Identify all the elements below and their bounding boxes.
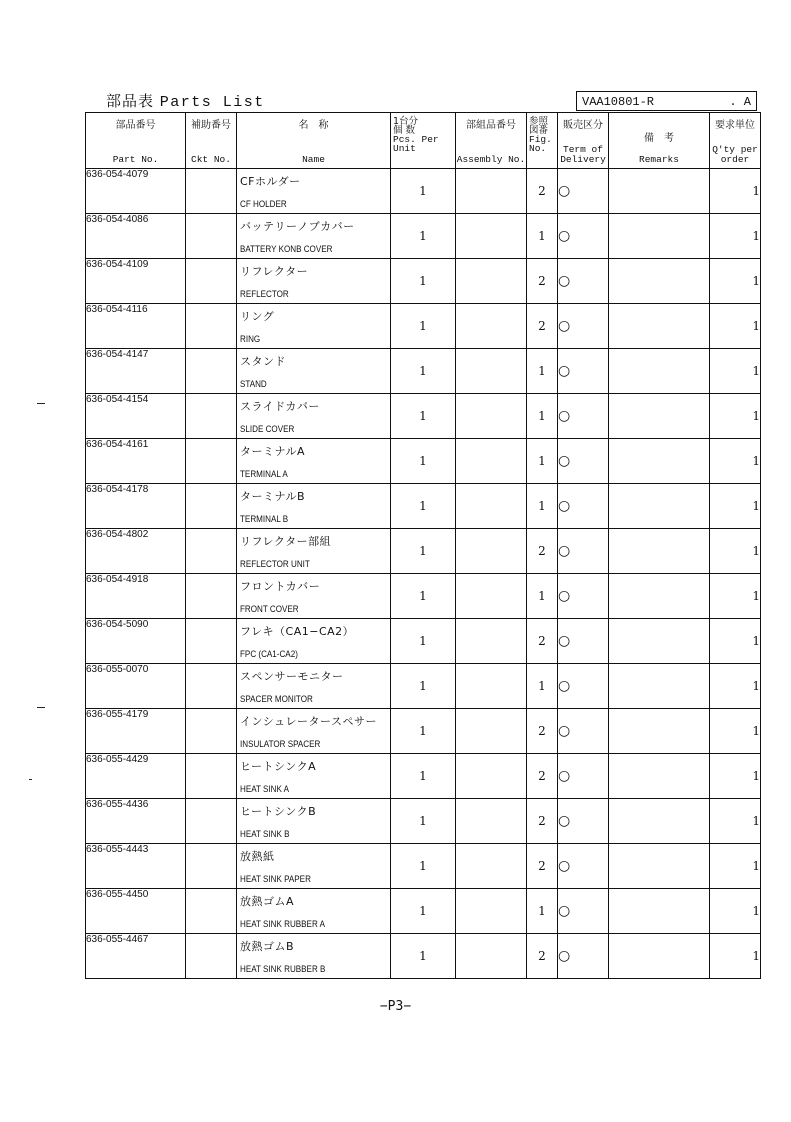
ckt-number-cell: [186, 484, 237, 529]
table-row: [86, 259, 761, 304]
name-en: SPACER MONITOR: [240, 694, 313, 705]
fig-number-cell: 2: [527, 619, 558, 664]
ckt-number-cell: [186, 259, 237, 304]
name-cell: [237, 484, 391, 529]
qty-per-order-cell: 1: [710, 169, 761, 214]
term-of-delivery-cell: ○: [558, 349, 609, 394]
header-fig-jp2: 図番: [529, 125, 549, 136]
qty-per-order-cell: 1: [710, 664, 761, 709]
assembly-number-cell: [456, 214, 527, 259]
term-of-delivery-cell: ○: [558, 619, 609, 664]
name-cell: [237, 304, 391, 349]
table-row: [86, 664, 761, 709]
name-jp: ターミナルB: [240, 490, 305, 503]
qty-per-order-cell: 1: [710, 439, 761, 484]
qty-per-order-cell: 1: [710, 844, 761, 889]
pcs-per-unit-cell: 1: [391, 934, 456, 979]
ckt-number-cell: [186, 844, 237, 889]
name-jp: インシュレータースペサー: [240, 715, 377, 728]
document-number-box: [576, 91, 757, 111]
document-code: VAA10801-R: [582, 95, 655, 109]
header-remarks-en: Remarks: [639, 154, 679, 165]
pcs-per-unit-cell: 1: [391, 259, 456, 304]
name-en: INSULATOR SPACER: [240, 739, 321, 750]
name-en: RING: [240, 334, 261, 345]
header-fig-en2: No.: [529, 143, 547, 154]
assembly-number-cell: [456, 754, 527, 799]
qty-per-order-cell: 1: [710, 349, 761, 394]
name-en: HEAT SINK PAPER: [240, 874, 311, 885]
title-en: Parts List: [159, 94, 265, 111]
header-fig-jp1: 参照: [529, 116, 549, 127]
table-row: [86, 619, 761, 664]
pcs-per-unit-cell: 1: [391, 484, 456, 529]
remarks-cell: [609, 349, 710, 394]
table-row: [86, 394, 761, 439]
header-remarks: [609, 113, 710, 169]
name-en: HEAT SINK A: [240, 784, 290, 795]
pcs-per-unit-cell: 1: [391, 889, 456, 934]
name-cell: [237, 394, 391, 439]
header-assembly-jp: 部組品番号: [466, 120, 516, 131]
term-of-delivery-cell: ○: [558, 394, 609, 439]
pcs-per-unit-cell: 1: [391, 664, 456, 709]
term-of-delivery-cell: ○: [558, 304, 609, 349]
remarks-cell: [609, 619, 710, 664]
part-number-cell: 636-055-4436: [86, 799, 186, 844]
part-number-cell: 636-054-5090: [86, 619, 186, 664]
header-pcs-jp2: 個 数: [393, 125, 416, 136]
remarks-cell: [609, 754, 710, 799]
table-row: [86, 934, 761, 979]
table-header-row: [86, 113, 761, 169]
pcs-per-unit-cell: 1: [391, 394, 456, 439]
remarks-cell: [609, 934, 710, 979]
remarks-cell: [609, 709, 710, 754]
qty-per-order-cell: 1: [710, 889, 761, 934]
remarks-cell: [609, 574, 710, 619]
assembly-number-cell: [456, 799, 527, 844]
name-jp: 放熱紙: [240, 850, 275, 863]
part-number-cell: 636-054-4161: [86, 439, 186, 484]
pcs-per-unit-cell: 1: [391, 844, 456, 889]
fig-number-cell: 1: [527, 439, 558, 484]
fig-number-cell: 1: [527, 574, 558, 619]
term-of-delivery-cell: ○: [558, 169, 609, 214]
term-of-delivery-cell: ○: [558, 529, 609, 574]
fig-number-cell: 2: [527, 799, 558, 844]
assembly-number-cell: [456, 304, 527, 349]
ckt-number-cell: [186, 394, 237, 439]
qty-per-order-cell: 1: [710, 529, 761, 574]
term-of-delivery-cell: ○: [558, 214, 609, 259]
name-cell: [237, 214, 391, 259]
assembly-number-cell: [456, 574, 527, 619]
pcs-per-unit-cell: 1: [391, 574, 456, 619]
name-jp: 放熱ゴムA: [240, 895, 295, 908]
ckt-number-cell: [186, 349, 237, 394]
term-of-delivery-cell: ○: [558, 709, 609, 754]
qty-per-order-cell: 1: [710, 799, 761, 844]
name-en: TERMINAL B: [240, 514, 289, 525]
name-jp: スライドカバー: [240, 400, 320, 413]
pcs-per-unit-cell: 1: [391, 169, 456, 214]
part-number-cell: 636-054-4109: [86, 259, 186, 304]
fig-number-cell: 1: [527, 349, 558, 394]
name-cell: [237, 889, 391, 934]
part-number-cell: 636-055-4450: [86, 889, 186, 934]
name-cell: [237, 934, 391, 979]
name-cell: [237, 259, 391, 304]
part-number-cell: 636-055-0070: [86, 664, 186, 709]
header-qty-jp: 要求単位: [715, 120, 755, 131]
name-en: HEAT SINK RUBBER B: [240, 964, 326, 975]
ckt-number-cell: [186, 574, 237, 619]
margin-mark: [37, 707, 45, 708]
header-part-no-en: Part No.: [112, 154, 159, 165]
header-term-en2: Delivery: [560, 154, 606, 165]
qty-per-order-cell: 1: [710, 709, 761, 754]
fig-number-cell: 1: [527, 394, 558, 439]
margin-mark: [29, 779, 32, 780]
header-ckt-no-en: Ckt No.: [191, 154, 231, 165]
header-pcs-en1: Pcs. Per: [393, 134, 439, 145]
assembly-number-cell: [456, 664, 527, 709]
pcs-per-unit-cell: 1: [391, 754, 456, 799]
table-row: [86, 529, 761, 574]
assembly-number-cell: [456, 349, 527, 394]
term-of-delivery-cell: ○: [558, 934, 609, 979]
assembly-number-cell: [456, 259, 527, 304]
pcs-per-unit-cell: 1: [391, 709, 456, 754]
header-pcs-jp1: 1台分: [393, 116, 419, 127]
name-jp: リフレクター: [240, 265, 309, 278]
fig-number-cell: 2: [527, 304, 558, 349]
header-term-en: [558, 145, 608, 165]
name-cell: [237, 349, 391, 394]
header-ckt-no: [186, 113, 237, 169]
term-of-delivery-cell: ○: [558, 799, 609, 844]
ckt-number-cell: [186, 754, 237, 799]
ckt-number-cell: [186, 214, 237, 259]
remarks-cell: [609, 844, 710, 889]
name-jp: ヒートシンクA: [240, 760, 317, 773]
header-name-en: Name: [302, 154, 325, 165]
part-number-cell: 636-054-4147: [86, 349, 186, 394]
table-row: [86, 754, 761, 799]
remarks-cell: [609, 484, 710, 529]
table-row: [86, 574, 761, 619]
remarks-cell: [609, 169, 710, 214]
name-cell: [237, 844, 391, 889]
name-jp: CFホルダー: [240, 175, 301, 188]
pcs-per-unit-cell: 1: [391, 349, 456, 394]
part-number-cell: 636-054-4086: [86, 214, 186, 259]
header-term-jp: 販売区分: [563, 120, 603, 131]
remarks-cell: [609, 439, 710, 484]
name-jp: スタンド: [240, 355, 286, 368]
assembly-number-cell: [456, 439, 527, 484]
part-number-cell: 636-054-4154: [86, 394, 186, 439]
name-jp: バッテリーノブカバー: [240, 220, 355, 233]
term-of-delivery-cell: ○: [558, 574, 609, 619]
header-name-jp: 名 称: [298, 120, 329, 131]
name-cell: [237, 529, 391, 574]
assembly-number-cell: [456, 889, 527, 934]
part-number-cell: 636-054-4116: [86, 304, 186, 349]
qty-per-order-cell: 1: [710, 214, 761, 259]
term-of-delivery-cell: ○: [558, 664, 609, 709]
remarks-cell: [609, 664, 710, 709]
table-row: [86, 484, 761, 529]
page-number: −P3−: [379, 999, 412, 1014]
document-revision: . A: [729, 95, 751, 109]
term-of-delivery-cell: ○: [558, 439, 609, 484]
header-name: [237, 113, 391, 169]
fig-number-cell: 1: [527, 889, 558, 934]
term-of-delivery-cell: ○: [558, 889, 609, 934]
table-row: [86, 799, 761, 844]
name-en: SLIDE COVER: [240, 424, 295, 435]
term-of-delivery-cell: ○: [558, 754, 609, 799]
qty-per-order-cell: 1: [710, 484, 761, 529]
title-jp: 部品表: [106, 92, 155, 110]
remarks-cell: [609, 259, 710, 304]
term-of-delivery-cell: ○: [558, 484, 609, 529]
assembly-number-cell: [456, 484, 527, 529]
part-number-cell: 636-055-4429: [86, 754, 186, 799]
name-jp: ターミナルA: [240, 445, 305, 458]
header-assembly-no: [456, 113, 527, 169]
name-cell: [237, 439, 391, 484]
fig-number-cell: 2: [527, 934, 558, 979]
part-number-cell: 636-055-4443: [86, 844, 186, 889]
table-row: [86, 214, 761, 259]
header-part-no-jp: 部品番号: [115, 120, 156, 131]
remarks-cell: [609, 304, 710, 349]
qty-per-order-cell: 1: [710, 394, 761, 439]
table-row: [86, 304, 761, 349]
table-row: [86, 169, 761, 214]
assembly-number-cell: [456, 934, 527, 979]
name-en: STAND: [240, 379, 267, 390]
name-en: FPC (CA1-CA2): [240, 649, 298, 660]
term-of-delivery-cell: ○: [558, 259, 609, 304]
part-number-cell: 636-054-4079: [86, 169, 186, 214]
part-number-cell: 636-054-4178: [86, 484, 186, 529]
header-qty-en: [710, 145, 760, 165]
table-row: [86, 709, 761, 754]
header-qty-en2: order: [720, 154, 750, 165]
name-jp: リング: [240, 310, 275, 323]
table-row: [86, 439, 761, 484]
assembly-number-cell: [456, 394, 527, 439]
header-qty-en1: Q'ty per: [712, 144, 758, 155]
pcs-per-unit-cell: 1: [391, 799, 456, 844]
name-cell: [237, 799, 391, 844]
header-part-no: [86, 113, 186, 169]
fig-number-cell: 2: [527, 529, 558, 574]
remarks-cell: [609, 394, 710, 439]
pcs-per-unit-cell: 1: [391, 529, 456, 574]
fig-number-cell: 2: [527, 259, 558, 304]
qty-per-order-cell: 1: [710, 259, 761, 304]
header-remarks-jp: 備 考: [644, 133, 674, 144]
fig-number-cell: 1: [527, 484, 558, 529]
name-jp: スペンサーモニター: [240, 670, 344, 683]
part-number-cell: 636-054-4918: [86, 574, 186, 619]
qty-per-order-cell: 1: [710, 934, 761, 979]
assembly-number-cell: [456, 529, 527, 574]
table-row: [86, 844, 761, 889]
header-fig-no: [527, 113, 558, 169]
header-term-of-delivery: [558, 113, 609, 169]
part-number-cell: 636-054-4802: [86, 529, 186, 574]
header-ckt-no-jp: 補助番号: [191, 120, 231, 131]
name-cell: [237, 664, 391, 709]
pcs-per-unit-cell: 1: [391, 439, 456, 484]
ckt-number-cell: [186, 529, 237, 574]
name-en: CF HOLDER: [240, 199, 287, 210]
pcs-per-unit-cell: 1: [391, 619, 456, 664]
ckt-number-cell: [186, 439, 237, 484]
header-assembly-en: Assembly No.: [456, 154, 526, 165]
name-jp: リフレクター部組: [240, 535, 332, 548]
assembly-number-cell: [456, 169, 527, 214]
part-number-cell: 636-055-4467: [86, 934, 186, 979]
table-row: [86, 889, 761, 934]
pcs-per-unit-cell: 1: [391, 214, 456, 259]
term-of-delivery-cell: ○: [558, 844, 609, 889]
ckt-number-cell: [186, 169, 237, 214]
remarks-cell: [609, 214, 710, 259]
name-en: FRONT COVER: [240, 604, 299, 615]
page-title: [106, 90, 265, 111]
qty-per-order-cell: 1: [710, 304, 761, 349]
ckt-number-cell: [186, 709, 237, 754]
name-cell: [237, 754, 391, 799]
remarks-cell: [609, 529, 710, 574]
assembly-number-cell: [456, 844, 527, 889]
assembly-number-cell: [456, 709, 527, 754]
ckt-number-cell: [186, 799, 237, 844]
fig-number-cell: 1: [527, 214, 558, 259]
header-qty-per-order: [710, 113, 761, 169]
ckt-number-cell: [186, 889, 237, 934]
fig-number-cell: 2: [527, 754, 558, 799]
qty-per-order-cell: 1: [710, 754, 761, 799]
ckt-number-cell: [186, 934, 237, 979]
parts-table: [85, 112, 761, 979]
name-en: HEAT SINK RUBBER A: [240, 919, 325, 930]
name-en: BATTERY KONB COVER: [240, 244, 333, 255]
fig-number-cell: 1: [527, 664, 558, 709]
name-cell: [237, 574, 391, 619]
header-fig-en1: Fig.: [529, 134, 552, 145]
margin-mark: [37, 403, 45, 404]
name-cell: [237, 709, 391, 754]
name-jp: 放熱ゴムB: [240, 940, 295, 953]
name-cell: [237, 619, 391, 664]
name-en: REFLECTOR: [240, 289, 289, 300]
header-term-en1: Term of: [563, 144, 603, 155]
name-jp: ヒートシンクB: [240, 805, 317, 818]
qty-per-order-cell: 1: [710, 619, 761, 664]
table-row: [86, 349, 761, 394]
fig-number-cell: 2: [527, 169, 558, 214]
remarks-cell: [609, 799, 710, 844]
name-en: HEAT SINK B: [240, 829, 290, 840]
header-pcs-per-unit: [391, 113, 456, 169]
name-en: REFLECTOR UNIT: [240, 559, 310, 570]
ckt-number-cell: [186, 619, 237, 664]
pcs-per-unit-cell: 1: [391, 304, 456, 349]
name-jp: フロントカバー: [240, 580, 321, 593]
fig-number-cell: 2: [527, 709, 558, 754]
remarks-cell: [609, 889, 710, 934]
name-cell: [237, 169, 391, 214]
name-jp: フレキ（CA1−CA2）: [240, 625, 355, 638]
name-en: TERMINAL A: [240, 469, 288, 480]
ckt-number-cell: [186, 664, 237, 709]
header-pcs-en2: Unit: [393, 143, 416, 154]
part-number-cell: 636-055-4179: [86, 709, 186, 754]
fig-number-cell: 2: [527, 844, 558, 889]
qty-per-order-cell: 1: [710, 574, 761, 619]
assembly-number-cell: [456, 619, 527, 664]
ckt-number-cell: [186, 304, 237, 349]
